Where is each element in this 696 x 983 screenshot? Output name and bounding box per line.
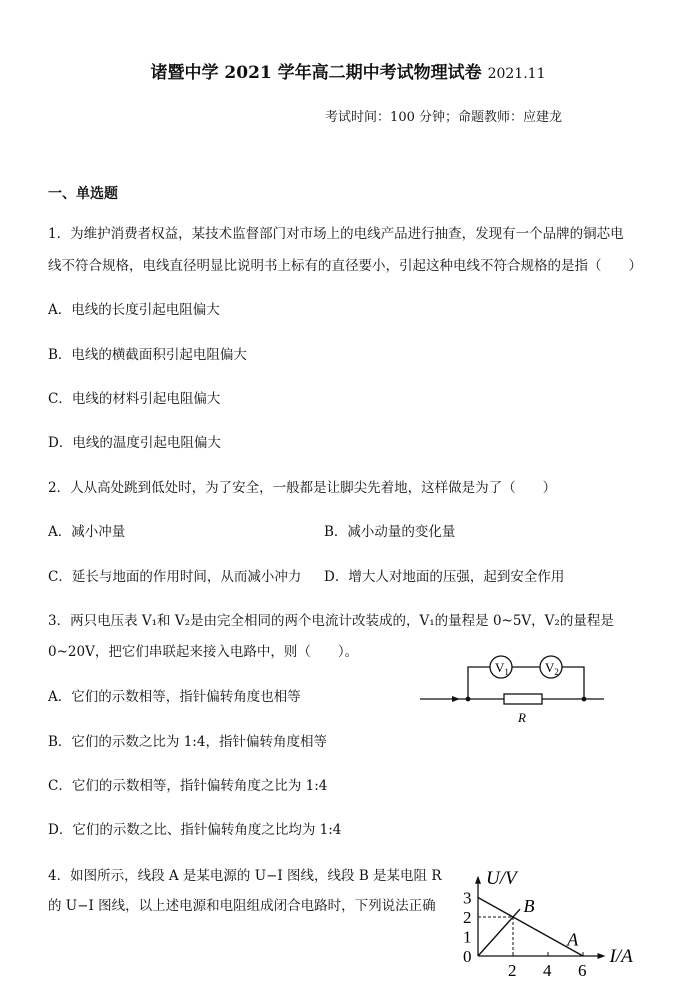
x-tick-label: 2 [508,961,517,980]
x-tick-label: 6 [578,961,587,980]
q3-option-d: D．它们的示数之比、指针偏转角度之比均为 1:4 [48,822,342,838]
q3-line1: 3．两只电压表 V₁和 V₂是由完全相同的两个电流计改装成的，V₁的量程是 0~5V，V₂的量程是 [48,613,614,629]
q2-line1: 2．人从高处跳到低处时，为了安全，一般都是让脚尖先着地，这样做是为了（ ） [48,480,557,496]
x-axis-label: I/A [609,946,633,967]
q1-option-b: B．电线的横截面积引起电阻偏大 [48,347,247,363]
q3-option-c: C．它们的示数相等，指针偏转角度之比为 1:4 [48,778,328,794]
junction-left-icon [466,697,471,702]
current-arrow-icon [452,696,460,702]
voltmeter-2-label: $V_2$ [545,660,559,677]
circuit-left-branch [468,667,490,699]
q2-option-a: A．减小冲量 [48,524,126,540]
title-date: 2021.11 [487,66,546,82]
ui-graph [450,858,660,980]
y-tick-label: 2 [463,908,472,927]
voltmeter-1-label: $V_1$ [495,660,509,677]
q3-option-b: B．它们的示数之比为 1:4，指针偏转角度相等 [48,734,327,750]
series-label-b: B [523,896,535,917]
page-title [0,58,696,83]
q3-option-a: A．它们的示数相等，指针偏转角度也相等 [48,689,301,705]
origin-label: 0 [463,947,472,966]
section-title: 一、单选题 [48,186,118,202]
q1-line1: 1．为维护消费者权益，某技术监督部门对市场上的电线产品进行抽查，发现有一个品牌的铜芯电 [48,226,624,242]
resistor-icon [504,694,542,704]
series-line-b [478,909,520,956]
circuit-right-branch [562,667,584,699]
x-tick-label: 4 [543,961,552,980]
q2-option-c: C．延长与地面的作用时间，从而减小冲力 [48,569,302,585]
exam-meta: 考试时间：100 分钟；命题教师：应建龙 [325,110,562,125]
q2-option-b: B．减小动量的变化量 [324,524,456,540]
q4-line1: 4．如图所示，线段 A 是某电源的 U−I 图线，线段 B 是某电阻 R [48,868,442,884]
resistor-label: R [518,710,526,725]
y-axis-label: U/V [486,868,517,889]
junction-right-icon [582,697,587,702]
x-axis-arrow-icon [598,953,606,959]
y-axis-arrow-icon [475,876,481,884]
q3-line2: 0~20V，把它们串联起来接入电路中，则（ ）。 [48,644,359,660]
y-tick-label: 3 [463,888,472,908]
title-text: 诸暨中学 2021 学年高二期中考试物理试卷 [150,63,482,83]
y-tick-label: 1 [463,927,472,947]
q1-option-c: C．电线的材料引起电阻偏大 [48,391,221,407]
q3-circuit-diagram [416,650,616,730]
q1-line2: 线不符合规格，电线直径明显比说明书上标有的直径要小，引起这种电线不符合规格的是指（ ） [48,258,642,274]
q4-line2: 的 U−I 图线，以上述电源和电阻组成闭合电路时，下列说法正确 [48,898,436,914]
series-label-a: A [567,929,579,950]
q1-option-d: D．电线的温度引起电阻偏大 [48,435,221,451]
q1-option-a: A．电线的长度引起电阻偏大 [48,302,220,318]
q2-option-d: D．增大人对地面的压强，起到安全作用 [324,569,565,585]
